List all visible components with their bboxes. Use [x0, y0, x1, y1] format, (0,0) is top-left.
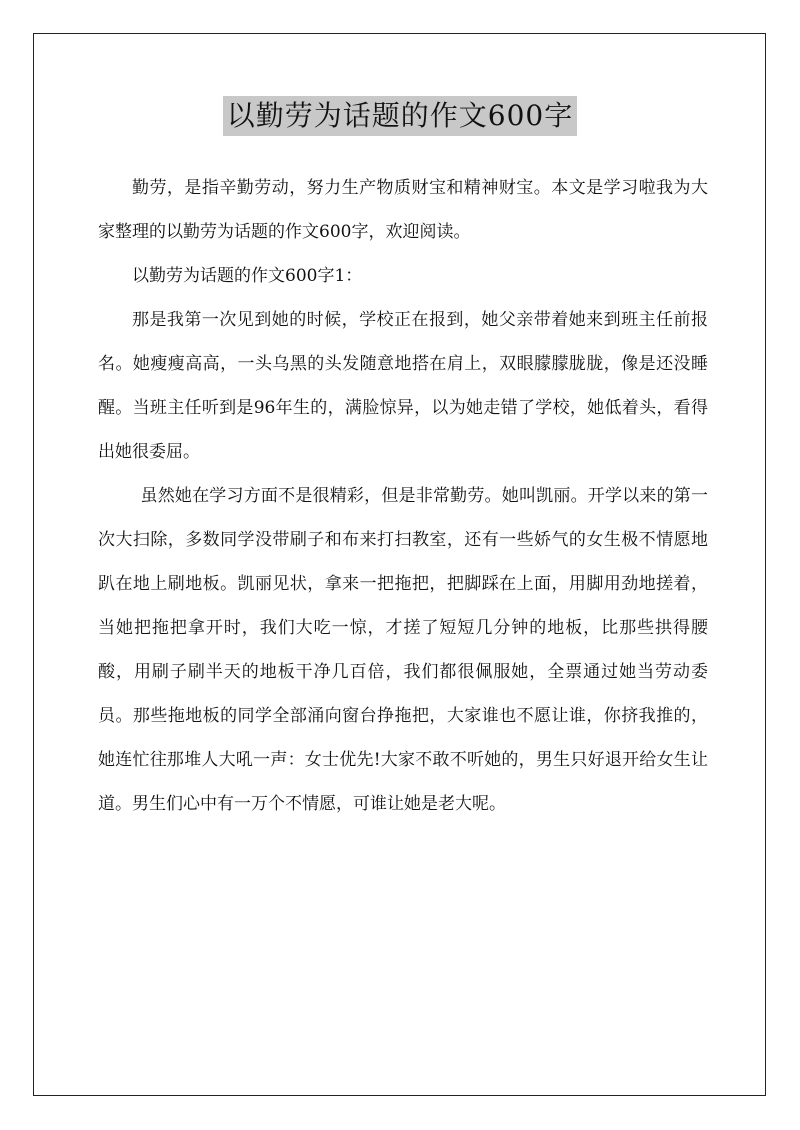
- section-heading: 以勤劳为话题的作文600字1：: [132, 266, 363, 286]
- body-paragraph-2: 虽然她在学习方面不是很精彩，但是非常勤劳。她叫凯丽。开学以来的第一次大扫除，多数同学没带刷子和布来打扫教室，还有一些娇气的女生极不情愿地趴在地上刷地板。凯丽见状，拿来一把拖把，把脚踩在上面，用脚用劲地搓着，当她把拖把拿开时，我们大吃一惊，才搓了短短几分钟的地板，比那些拱得腰酸，用刷子刷半天的地板干净几百倍，我们都很佩服她，全票通过她当劳动委员。那些拖地板的同学全部涌向窗台挣拖把，大家谁也不愿让谁，你挤我推的，她连忙往那堆人大吼一声：女士优先!大家不敢不听她的，男生只好退开给女生让道。男生们心中有一万个不情愿，可谁让她是老大呢。: [98, 486, 708, 814]
- document-body: [98, 166, 708, 826]
- title-container: [0, 96, 800, 136]
- intro-paragraph: 勤劳，是指辛勤劳动，努力生产物质财宝和精神财宝。本文是学习啦我为大家整理的以勤劳为话题的作文600字，欢迎阅读。: [98, 178, 708, 242]
- body-paragraph-1: 那是我第一次见到她的时候，学校正在报到，她父亲带着她来到班主任前报名。她瘦瘦高高，一头乌黑的头发随意地搭在肩上，双眼朦朦胧胧，像是还没睡醒。当班主任听到是96年生的，满脸惊异，以为她走错了学校，她低着头，看得出她很委屈。: [98, 310, 708, 462]
- document-title: 以勤劳为话题的作文600字: [223, 96, 577, 136]
